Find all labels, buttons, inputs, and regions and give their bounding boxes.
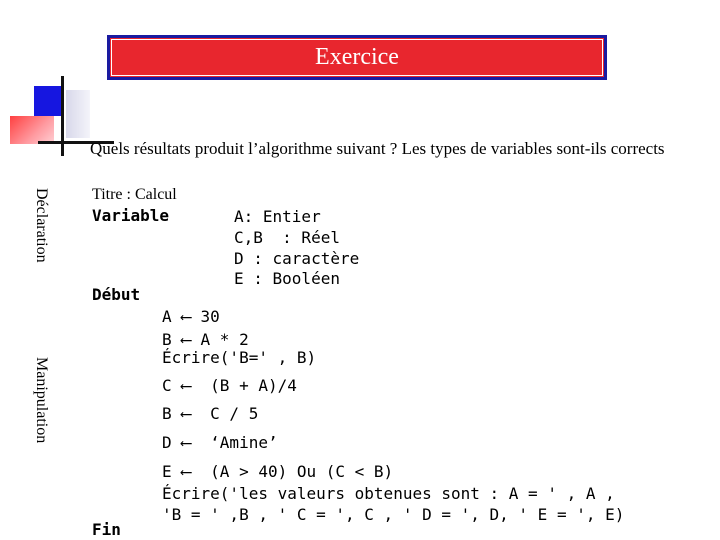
declaration-line: C,B : Réel [234,228,340,247]
side-label-manipulation: Manipulation [33,357,50,444]
statement-line: C ⟵ (B + A)/4 [162,376,297,395]
decor-grey-block [66,90,90,138]
keyword-fin: Fin [92,520,121,539]
statement-line: 'B = ' ,B , ' C = ', C , ' D = ', D, ' E = ', E) [162,505,625,524]
decor-vertical-line [61,76,64,156]
statement-line: B ⟵ C / 5 [162,404,259,423]
question-text: Quels résultats produit l’algorithme suivant ? Les types de variables sont-ils corrects [90,139,665,158]
statement-line: B ⟵ A * 2 [162,330,249,349]
declaration-line: A: Entier [234,207,321,226]
keyword-debut: Début [92,285,141,304]
side-label-declaration: Déclaration [33,188,50,263]
statement-line: Écrire('les valeurs obtenues sont : A = ' , A , [162,484,615,503]
declaration-line: E : Booléen [234,269,340,288]
statement-line: A ⟵ 30 [162,307,220,326]
statement-line: E ⟵ (A > 40) Ou (C < B) [162,462,394,481]
decor-blue-square [34,86,64,116]
slide-title: Exercice [111,39,603,76]
decor-pink-square [10,116,54,144]
statement-line: D ⟵ ‘Amine’ [162,433,278,452]
slide-title-box [107,35,607,80]
declaration-line: D : caractère [234,249,360,268]
algorithm-title: Titre : Calcul [92,186,177,203]
keyword-variable: Variable [92,206,170,225]
statement-line: Écrire('B=' , B) [162,348,317,367]
